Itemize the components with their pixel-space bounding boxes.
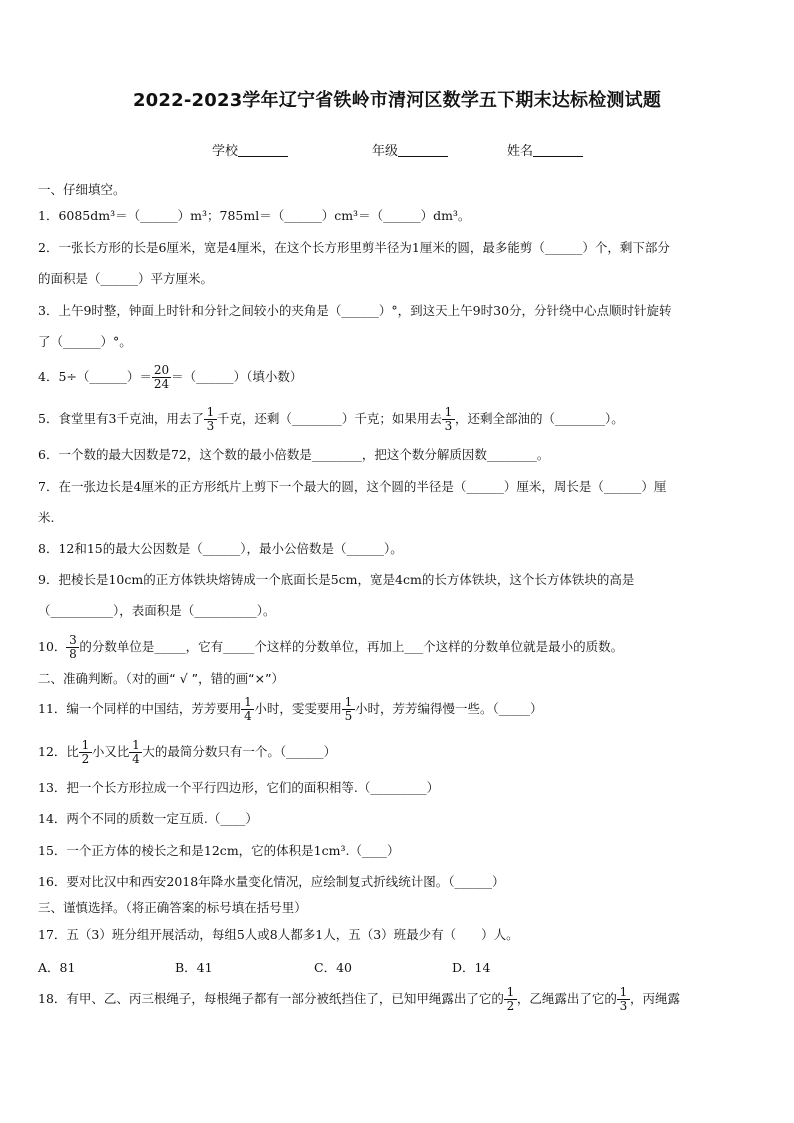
fraction-numerator: 1 xyxy=(132,738,140,752)
question-5-prefix: 5．食堂里有3千克油，用去了 xyxy=(38,411,204,426)
question-12-middle: 小又比 xyxy=(91,744,130,759)
question-2-line-2: 的面积是（______）平方厘米。 xyxy=(38,271,214,286)
fraction-denominator: 3 xyxy=(206,419,215,433)
question-9-line-2: （__________），表面积是（__________）。 xyxy=(38,603,276,618)
question-8: 8．12和15的最大公因数是（______），最小公倍数是（______）。 xyxy=(38,541,403,556)
fraction-numerator: 1 xyxy=(344,695,353,709)
fraction-numerator: 3 xyxy=(69,633,77,647)
question-4-suffix: ＝（______）（填小数） xyxy=(171,369,303,384)
question-3-line-1: 3．上午9时整，钟面上时针和分针之间较小的夹角是（______）°，到这天上午9时30分，分针绕中心点顺时针旋转 xyxy=(38,303,672,318)
fraction-numerator: 1 xyxy=(244,695,252,709)
question-18 xyxy=(38,984,756,1014)
question-12-suffix: 大的最简分数只有一个。（______） xyxy=(142,744,337,759)
school-label: 学校 xyxy=(212,144,239,159)
question-17: 17．五（3）班分组开展活动，每组5人或8人都多1人，五（3）班最少有（ ）人。 xyxy=(38,927,519,942)
question-2-line-1: 2．一张长方形的长是6厘米，宽是4厘米，在这个长方形里剪半径为1厘米的圆，最多能剪（______）个，剩下部分 xyxy=(38,240,670,255)
fraction-denominator: 3 xyxy=(444,419,453,433)
question-7-line-1: 7．在一张边长是4厘米的正方形纸片上剪下一个最大的圆，这个圆的半径是（______）厘米，周长是（______）厘 xyxy=(38,479,667,494)
fraction-denominator: 2 xyxy=(81,752,90,766)
question-16: 16．要对比汉中和西安2018年降水量变化情况，应绘制复式折线统计图。（______） xyxy=(38,874,505,889)
page-title: 2022-2023学年辽宁省铁岭市清河区数学五下期末达标检测试题 xyxy=(132,90,662,111)
section-1-heading: 一、仔细填空。 xyxy=(38,182,126,197)
question-5-suffix: ，还剩全部油的（________）。 xyxy=(454,411,624,426)
question-12-prefix: 12．比 xyxy=(38,744,79,759)
question-4 xyxy=(38,362,756,392)
fraction-numerator: 20 xyxy=(153,363,170,377)
fraction-1-3 xyxy=(205,406,216,433)
fraction-denominator: 5 xyxy=(344,709,353,723)
question-6: 6．一个数的最大因数是72，这个数的最小倍数是________，把这个数分解质因数________。 xyxy=(38,447,550,462)
fraction-numerator: 1 xyxy=(506,985,515,999)
option-a: A．81 xyxy=(38,960,76,975)
fraction-denominator: 8 xyxy=(69,647,77,661)
question-5-middle: 千克，还剩（________）千克；如果用去 xyxy=(216,411,442,426)
name-blank xyxy=(533,143,583,157)
grade-field xyxy=(372,140,448,159)
question-18-prefix: 18．有甲、乙、丙三根绳子，每根绳子都有一部分被纸挡住了，已知甲绳露出了它的 xyxy=(38,991,504,1006)
fraction-1-2 xyxy=(80,739,91,766)
fraction-numerator: 1 xyxy=(444,405,453,419)
fraction-denominator: 4 xyxy=(132,752,140,766)
question-4-prefix: 4．5÷（______）＝ xyxy=(38,369,152,384)
fraction-1-4 xyxy=(242,696,253,723)
school-blank xyxy=(238,143,288,157)
option-d: D．14 xyxy=(452,960,491,975)
question-12 xyxy=(38,737,756,767)
fraction-3-8 xyxy=(67,634,78,661)
grade-label: 年级 xyxy=(372,144,399,159)
fraction-20-24 xyxy=(153,364,170,391)
question-11 xyxy=(38,694,756,724)
question-10-suffix: 的分数单位是_____，它有_____个这样的分数单位，再加上___个这样的分数单位就是最小的质数。 xyxy=(79,639,624,654)
fraction-denominator: 3 xyxy=(619,999,628,1013)
section-3-heading: 三、谨慎选择。（将正确答案的标号填在括号里） xyxy=(38,900,307,915)
fraction-1-5 xyxy=(343,696,354,723)
question-9-line-1: 9．把棱长是10cm的正方体铁块熔铸成一个底面长是5cm，宽是4cm的长方体铁块，这个长方体铁块的高是 xyxy=(38,572,635,587)
fraction-denominator: 4 xyxy=(244,709,252,723)
question-5 xyxy=(38,404,756,434)
fraction-numerator: 1 xyxy=(619,985,628,999)
name-label: 姓名 xyxy=(507,144,534,159)
fraction-denominator: 2 xyxy=(506,999,515,1013)
question-10 xyxy=(38,632,756,662)
question-15: 15．一个正方体的棱长之和是12cm，它的体积是1cm³.（____） xyxy=(38,843,400,858)
question-11-prefix: 11．编一个同样的中国结，芳芳要用 xyxy=(38,701,242,716)
question-18-middle: ，乙绳露出了它的 xyxy=(516,991,617,1006)
school-field xyxy=(212,140,288,159)
fraction-1-2 xyxy=(505,986,516,1013)
name-field xyxy=(507,140,583,159)
fraction-numerator: 1 xyxy=(206,405,215,419)
fraction-1-3 xyxy=(618,986,629,1013)
question-1: 1．6085dm³＝（______）m³；785ml＝（______）cm³＝（______）dm³。 xyxy=(38,208,471,223)
question-7-line-2: 米. xyxy=(38,510,55,525)
question-18-suffix: ，丙绳露 xyxy=(629,991,680,1006)
question-11-suffix: 小时，芳芳编得慢一些。（_____） xyxy=(354,701,543,716)
section-2-heading: 二、准确判断。（对的画“ √ ”，错的画“×”） xyxy=(38,671,285,686)
question-13: 13．把一个长方形拉成一个平行四边形，它们的面积相等.（_________） xyxy=(38,780,440,795)
question-11-middle: 小时，雯雯要用 xyxy=(254,701,342,716)
question-10-prefix: 10． xyxy=(38,639,67,654)
question-3-line-2: 了（______）°。 xyxy=(38,334,132,349)
fraction-numerator: 1 xyxy=(81,738,90,752)
fraction-1-4 xyxy=(130,739,141,766)
question-14: 14．两个不同的质数一定互质.（____） xyxy=(38,811,258,826)
grade-blank xyxy=(398,143,448,157)
fraction-1-3 xyxy=(443,406,454,433)
fraction-denominator: 24 xyxy=(153,377,170,391)
option-c: C．40 xyxy=(314,960,352,975)
option-b: B．41 xyxy=(175,960,213,975)
